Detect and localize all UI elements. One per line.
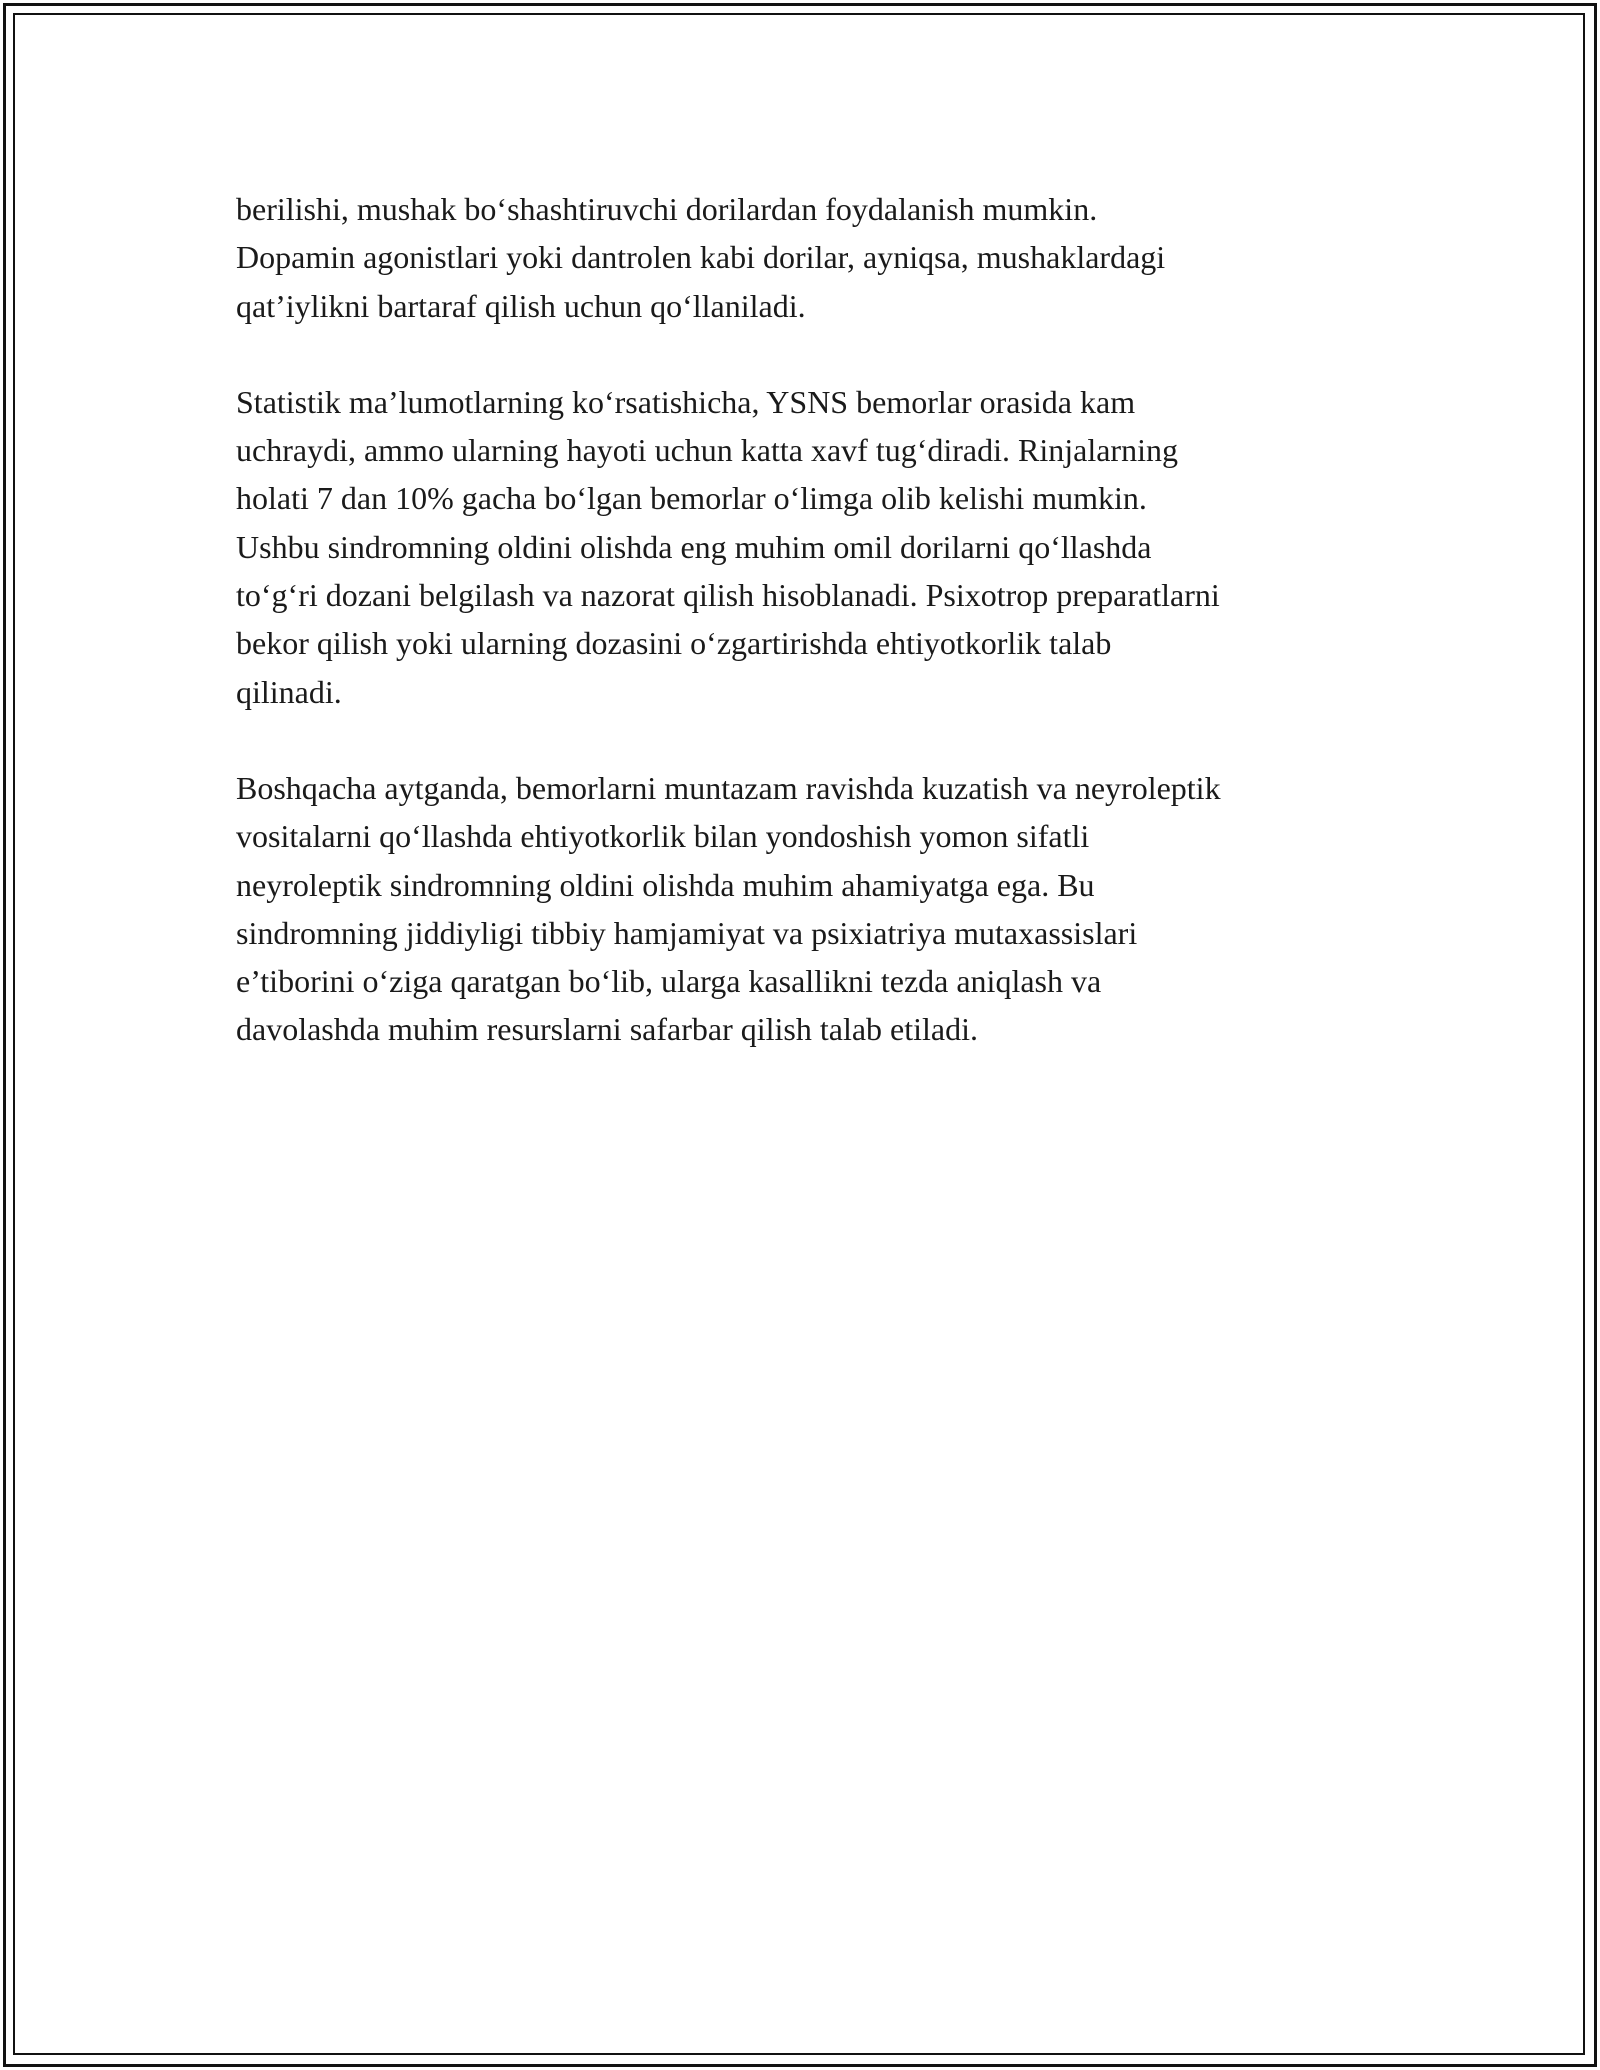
paragraph-2 bbox=[236, 378, 1386, 716]
text-line: holati 7 dan 10% gacha bo‘lgan bemorlar o‘limga olib kelishi mumkin. bbox=[236, 480, 1147, 517]
text-line: Boshqacha aytganda, bemorlarni muntazam ravishda kuzatish va neyroleptik bbox=[236, 769, 1221, 806]
text-line: Ushbu sindromning oldini olishda eng muhim omil dorilarni qo‘llashda bbox=[236, 528, 1152, 565]
text-line: davolashda muhim resurslarni safarbar qilish talab etiladi. bbox=[236, 1011, 978, 1048]
text-line: to‘g‘ri dozani belgilash va nazorat qilish hisoblanadi. Psixotrop preparatlarni bbox=[236, 577, 1220, 614]
text-line: neyroleptik sindromning oldini olishda muhim ahamiyatga ega. Bu bbox=[236, 866, 1095, 903]
text-line: bekor qilish yoki ularning dozasini o‘zgartirishda ehtiyotkorlik talab bbox=[236, 625, 1112, 662]
text-line: e’tiborini o‘ziga qaratgan bo‘lib, ularga kasallikni tezda aniqlash va bbox=[236, 963, 1102, 1000]
paragraph-1 bbox=[236, 185, 1386, 330]
text-line: Dopamin agonistlari yoki dantrolen kabi dorilar, ayniqsa, mushaklardagi bbox=[236, 239, 1166, 276]
text-line: qilinadi. bbox=[236, 673, 342, 710]
text-line: sindromning jiddiyligi tibbiy hamjamiyat va psixiatriya mutaxassislari bbox=[236, 914, 1138, 951]
text-line: vositalarni qo‘llashda ehtiyotkorlik bilan yondoshish yomon sifatli bbox=[236, 818, 1090, 855]
paragraph-3 bbox=[236, 764, 1386, 1054]
text-line: qat’iylikni bartaraf qilish uchun qo‘llaniladi. bbox=[236, 287, 806, 324]
document-body bbox=[236, 185, 1386, 1102]
text-line: uchraydi, ammo ularning hayoti uchun katta xavf tug‘diradi. Rinjalarning bbox=[236, 432, 1178, 469]
text-line: berilishi, mushak bo‘shashtiruvchi dorilardan foydalanish mumkin. bbox=[236, 191, 1098, 227]
text-line: Statistik ma’lumotlarning ko‘rsatishicha, YSNS bemorlar orasida kam bbox=[236, 383, 1136, 420]
